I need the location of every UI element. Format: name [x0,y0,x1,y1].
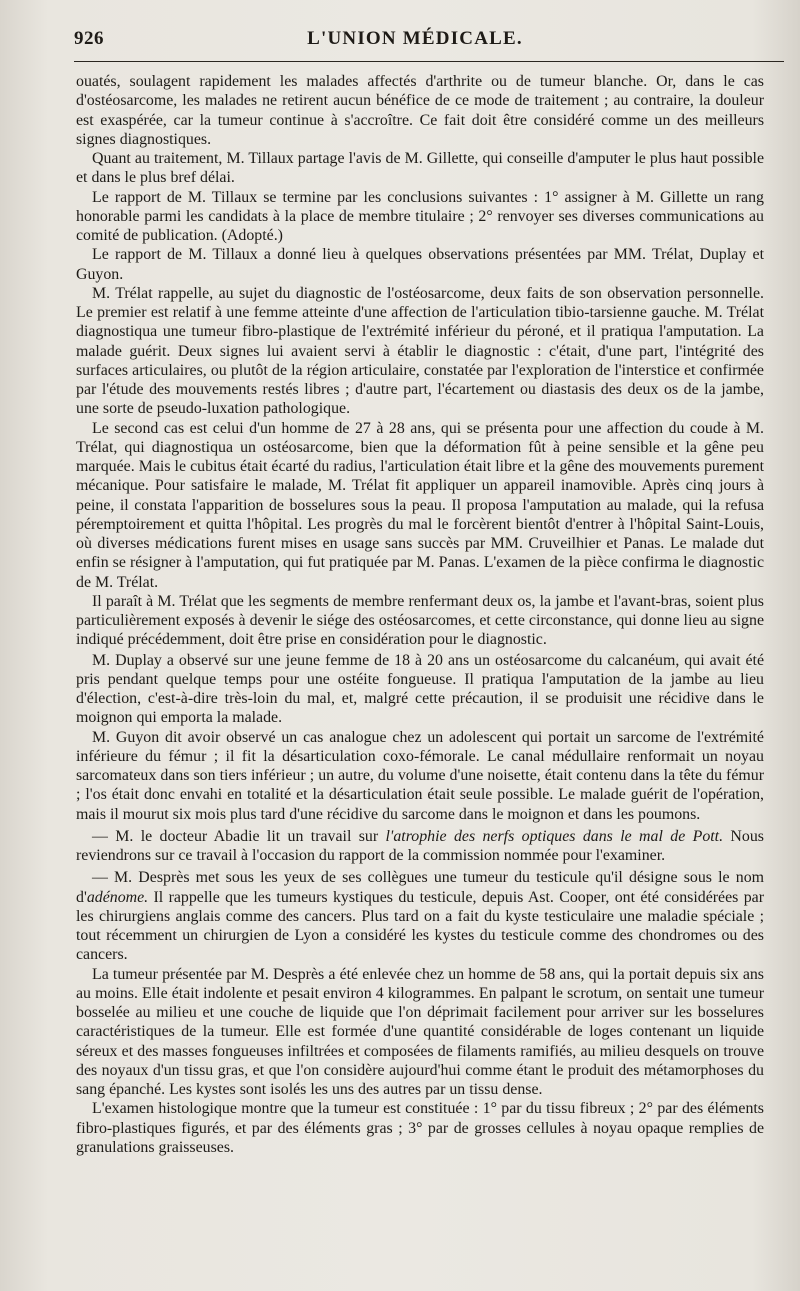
paragraph-3: Le rapport de M. Tillaux se termine par les conclusions suivantes : 1° assigner à M. Gillette un rang honorable parmi les candidats à la place de membre titulaire ; 2° renvoyer ses diverses communications au comité de publication. (Adopté.) [76,188,764,244]
header-rule [74,61,784,62]
article-body [76,72,764,1157]
paragraph-2: Quant au traitement, M. Tillaux partage l'avis de M. Gillette, qui conseille d'amputer le plus haut possible et dans le plus bref délai. [76,150,764,187]
paragraph-4: Le rapport de M. Tillaux a donné lieu à quelques observations présentées par MM. Trélat, Duplay et Guyon. [76,246,764,283]
despres-rest: Il rappelle que les tumeurs kystiques du testicule, depuis Ast. Cooper, ont été considérées par les chirurgiens anglais comme des cancers. Plus tard on a fait du kyste testiculaire une maladie spéciale ; tout récemment un chirurgien de Lyon a considéré les kystes du testicule comme des chondromes ou des cancers. [76,888,764,964]
page-header [74,28,756,58]
paragraph-8: M. Duplay a observé sur une jeune femme de 18 à 20 ans un ostéosarcome du calcanéum, qui avait été pris pendant quelque temps pour une ostéite fongueuse. Il pratiqua l'amputation de la jambe au lieu d'élection, c'est-à-dire très-loin du mal, et, malgré cette précaution, il se produisit une récidive dans le moignon qui emporta la malade. [76,651,764,727]
page-number: 926 [74,28,104,49]
running-title: L'UNION MÉDICALE. [307,28,523,49]
paragraph-1: ouatés, soulagent rapidement les malades affectés d'arthrite ou de tumeur blanche. Or, dans le cas d'ostéosarcome, les malades ne retirent aucun bénéfice de ce mode de traitement ; au contraire, la douleur est exaspérée, car la tumeur continue à s'accroître. Ce fait doit être considéré comme un des meilleurs signes diagnostiques. [76,73,764,148]
abadie-lead: — M. le docteur Abadie lit un travail sur [92,827,386,845]
paragraph-abadie [76,827,764,866]
paragraph-despres [76,868,764,964]
paragraph-9: M. Guyon dit avoir observé un cas analogue chez un adolescent qui portait un sarcome de l'extrémité inférieure du fémur ; il fit la désarticulation coxo-fémorale. Le canal médullaire renformait un noyau sarcomateux dans son tiers inférieur ; un autre, du volume d'une noisette, était contenu dans la tête du fémur ; l'os était donc envahi en totalité et la désarticulation était seule possible. Le malade guérit de l'opération, mais il mourut six mois plus tard d'une récidive du sarcome dans le moignon et dans les poumons. [76,728,764,823]
paragraph-5: M. Trélat rappelle, au sujet du diagnostic de l'ostéosarcome, deux faits de son observation personnelle. Le premier est relatif à une femme atteinte d'une affection de l'articulation tibio-tarsienne gauche. M. Trélat diagnostiqua une tumeur fibro-plastique de l'extrémité inférieur du péroné, et il pratiqua l'amputation. La malade guérit. Deux signes lui avaient servi à établir le diagnostic : c'était, d'une part, l'intégrité des surfaces articulaires, ou plutôt de la région articulaire, constatée par l'exploration de l'interstice et confirmée par l'étude des mouvements restés libres ; d'autre part, l'écartement ou diastasis des deux os de la jambe, une sorte de pseudo-luxation pathologique. [76,284,764,418]
despres-term: adénome. [86,888,149,906]
paragraph-6: Le second cas est celui d'un homme de 27 à 28 ans, qui se présenta pour une affection du coude à M. Trélat, qui diagnostiqua un ostéosarcome, bien que la déformation fût à peine sensible et la gêne peu marquée. Mais le cubitus était écarté du radius, l'articulation était libre et la gêne des mouvements purement mécanique. Pour satisfaire le malade, M. Trélat fit appliquer un appareil inamovible. Après cinq jours à peine, il constata l'apparition de bosselures sous la peau. Il proposa l'amputation au malade, qui la refusa péremptoirement et quitta l'hôpital. Les progrès du mal le forcèrent bientôt d'entrer à l'hôpital Saint-Louis, où diverses médications furent mises en usage sans succès par MM. Cruveilhier et Panas. Le malade dut enfin se résigner à l'amputation, qui fut pratiquée par M. Panas. L'examen de la pièce confirma le diagnostic de M. Trélat. [76,419,764,591]
paragraph-examen: L'examen histologique montre que la tumeur est constituée : 1° par du tissu fibreux ; 2° par des éléments fibro-plastiques figurés, et par des éléments gras ; 3° par de grosses cellules à noyau opaque remplies de granulations graisseuses. [76,1100,764,1156]
despres-lead: — M. Desprès met sous les yeux de ses collègues une tumeur du testicule qu'il désigne sous le nom d' [76,869,764,906]
abadie-rest: Nous reviendrons sur ce travail à l'occasion du rapport de la commission nommée pour l'examiner. [76,827,764,864]
abadie-title: l'atrophie des nerfs optiques dans le mal de Pott. [385,827,724,845]
paragraph-7: Il paraît à M. Trélat que les segments de membre renfermant deux os, la jambe et l'avant-bras, soient plus particulièrement exposés à devenir le siége des ostéosarcomes, et cette circonstance, qui donne lieu au signe indiqué précédemment, doit être prise en considération pour le diagnostic. [76,592,764,649]
paragraph-tumeur: La tumeur présentée par M. Desprès a été enlevée chez un homme de 58 ans, qui la portait depuis six ans au moins. Elle était indolente et pesait environ 4 kilogrammes. En palpant le scrotum, on sentait une tumeur bosselée au milieu et une couche de liquide que l'on déprimait facilement pour arriver sur les bosselures caractéristiques de la tumeur. Elle est formée d'une quantité considérable de loges contenant un liquide séreux et des masses fongueuses infiltrées et composées de filaments ramifiés, au milieu desquels on trouve des noyaux d'un tissu gras, et que l'on considère aujourd'hui comme étant le produit des métamorphoses du sang épanché. Les kystes sont isolés les uns des autres par un tissu dense. [76,965,764,1098]
